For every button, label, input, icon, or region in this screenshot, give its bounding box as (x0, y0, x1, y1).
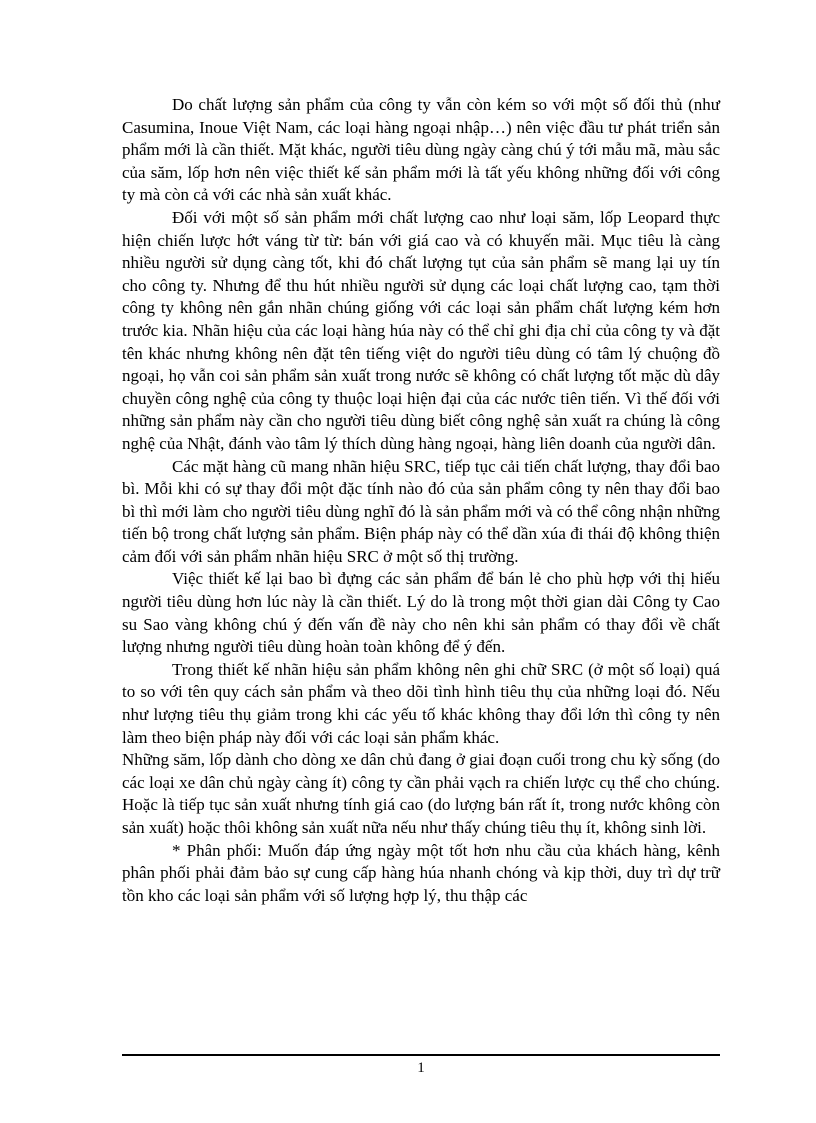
paragraph-package-redesign: Việc thiết kế lại bao bì đựng các sản phẩm để bán lẻ cho phù hợp với thị hiếu người tiêu dùng hơn lúc này là cần thiết. Lý do là trong một thời gian dài Công ty Cao su Sao vàng không chú ý đến vấn đề này cho nên khi sản phẩm có thay đổi về chất lượng nhưng người tiêu dùng hoàn toàn không để ý đến. (122, 569, 720, 657)
document-body (122, 94, 720, 907)
paragraph-src-packaging: Các mặt hàng cũ mang nhãn hiệu SRC, tiếp tục cải tiến chất lượng, thay đổi bao bì. Mỗi khi có sự thay đổi một đặc tính nào đó của sản phẩm công ty nên thay đổi bao bì thì mới làm cho người tiêu dùng nghĩ đó là sản phẩm mới và có thể công nhận những tiến bộ trong chất lượng sản phẩm. Biện pháp này có thể dần xúa đi thái độ không thiện cảm đối với sản phẩm nhãn hiệu SRC ở một số thị trường. (122, 456, 720, 566)
paragraph-leopard-strategy: Đối với một số sản phẩm mới chất lượng cao như loại săm, lốp Leopard thực hiện chiến lược hớt váng từ từ: bán với giá cao và có khuyến mãi. Mục tiêu là càng nhiều người sử dụng càng tốt, khi đó chất lượng tụt của sản phẩm sẽ mang lại uy tín cho công ty. Nhưng để thu hút nhiều người sử dụng các loại chất lượng cao, tạm thời công ty không nên gắn nhãn chúng giống với các loại sản phẩm chất lượng kém hơn trước kia. Nhãn hiệu của các loại hàng húa này có thể chỉ ghi địa chỉ của công ty và đặt tên khác nhưng không nên đặt tên tiếng việt do người tiêu dùng có tâm lý chuộng đồ ngoại, họ vẫn coi sản phẩm sản xuất trong nước sẽ không có chất lượng tốt mặc dù dây chuyền công nghệ của công ty thuộc loại hiện đại của các nước tiên tiến. Vì thế đối với những sản phẩm này cần cho người tiêu dùng biết công nghệ sản xuất ra chúng là công nghệ của Nhật, đánh vào tâm lý thích dùng hàng ngoại, hàng liên doanh của người dân. (122, 207, 720, 453)
page-number: 1 (417, 1060, 425, 1076)
paragraph-product-development: Do chất lượng sản phẩm của công ty vẫn còn kém so với một số đối thủ (như Casumina, Inoue Việt Nam, các loại hàng ngoại nhập…) nên việc đầu tư phát triển sản phẩm mới là cần thiết. Mặt khác, người tiêu dùng ngày càng chú ý tới mẫu mã, màu sắc của săm, lốp hơn nên việc thiết kế sản phẩm mới là tất yếu không những đối với công ty mà còn cả với các nhà sản xuất khác. (122, 95, 720, 205)
paragraph-lifecycle: Những săm, lốp dành cho dòng xe dân chủ đang ở giai đoạn cuối trong chu kỳ sống (do các loại xe dân chủ ngày càng ít) công ty cần phải vạch ra chiến lược cụ thể cho chúng. Hoặc là tiếp tục sản xuất nhưng tính giá cao (do lượng bán rất ít, trong nước không còn sản xuất) hoặc thôi không sản xuất nữa nếu như thấy chúng tiêu thụ ít, không sinh lời. (122, 750, 720, 837)
paragraph-distribution: * Phân phối: Muốn đáp ứng ngày một tốt hơn nhu cầu của khách hàng, kênh phân phối phải đảm bảo sự cung cấp hàng húa nhanh chóng và kịp thời, duy trì dự trữ tồn kho các loại sản phẩm với số lượng hợp lý, thu thập các (122, 840, 720, 905)
paragraph-label-design: Trong thiết kế nhãn hiệu sản phẩm không nên ghi chữ SRC (ở một số loại) quá to so với tên quy cách sản phẩm và theo dõi tình hình tiêu thụ của những loại đó. Nếu như lượng tiêu thụ giảm trong khi các yếu tố khác không thay đổi lớn thì công ty nên làm theo biện pháp này đối với các loại sản phẩm khác. (122, 659, 720, 747)
footer-divider (122, 1054, 720, 1056)
